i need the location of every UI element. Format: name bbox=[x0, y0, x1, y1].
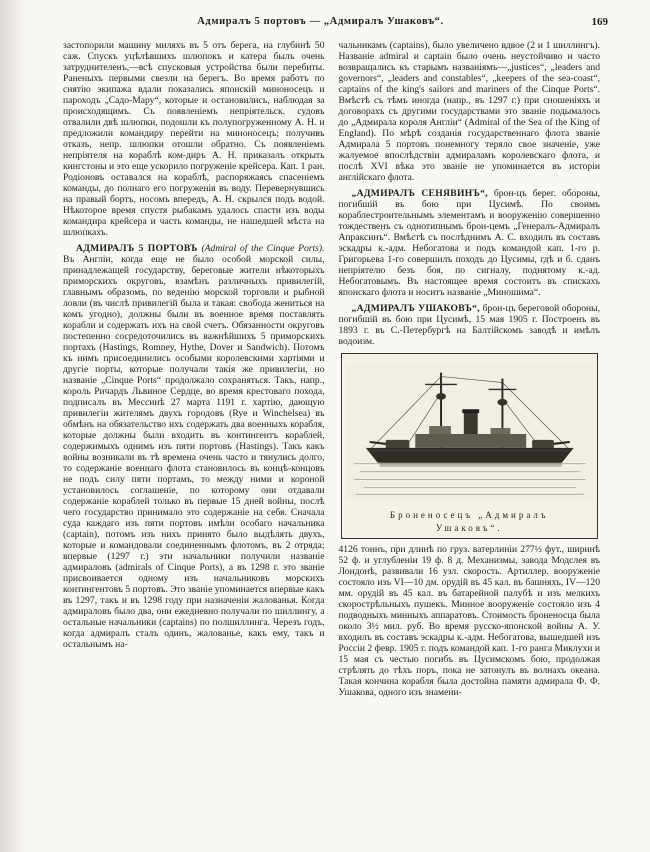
figure-caption-line2: Ушаковъ“. bbox=[435, 522, 503, 533]
paragraph-continuation-nakhimov: застопорили машину миляхъ въ 5 отъ берега, на глубинѣ 50 саж. Спускъ уцѣлѣвшихъ шлюпокъ и катера былъ очень затруднителенъ,—всѣ спусковыя устройства были перебиты. Раненыхъ первыми свезли на берегъ. Во время работъ по снятію экипажа вдали показались японскій миноносецъ и пароходъ „Садо-Мару“, которые и остановились, наблюдая за происходящимъ. Съ появленіемъ непріятельск. судовъ отвалили двѣ шлюпки, подошли къ полупогруженному А. Н. и предложили командиру перейти на миноносецъ; получивъ отказъ, непр. шлюпки отошли обратно. Съ появленіемъ непріятеля на кораблѣ ком-диръ А. Н. приказалъ открыть кингстоны и это еще ускорило погруженіе крейсера. Кап. 1 ран. Родіоновъ оставался на кораблѣ, распоряжаясь спасеніемъ команды, до полнаго его погруженія въ воду. Перевернувшись на правый бортъ, носомъ впередъ, А. Н. скрылся подъ водой. Нѣкоторое время спустя рыбакамъ удалось спасти изъ воды командира крейсера и часть команды, не нашедшей мѣста на шлюпкахъ. bbox=[63, 40, 325, 238]
running-header: Адмиралъ 5 портовъ — „Адмиралъ Ушаковъ“. bbox=[197, 16, 444, 27]
article-heading-latin: (Admiral of the Cinque Ports). bbox=[201, 243, 325, 254]
battleship-illustration bbox=[346, 358, 594, 506]
text-columns bbox=[63, 40, 600, 698]
right-column bbox=[339, 40, 601, 698]
article-text: брон-цъ берег. обороны, погибшій въ бою при Цусимѣ. По своимъ кораблестроительнымъ элементамъ и вооруженію совершенно тождественъ съ однотипнымъ брон-цемъ „Генералъ-Адмиралъ Апраксинъ“. Вмѣстѣ съ послѣднимъ А. С. входилъ въ составъ эскадры к.-адм. Небогатова и подъ командой кап. 1-го р. Григорьева 1-го совершилъ походъ до Цусимы, гдѣ и б. сданъ непріятелю безъ боя, по сигналу, поднятому к.-ад. Небогатовымъ. Въ настоящее время состоитъ въ спискахъ японскаго флота и носитъ названіе „Миношима“. bbox=[338, 188, 600, 298]
article-text: Въ Англіи, когда еще не было особой морской силы, принадлежащей государству, береговые жители нѣкоторыхъ приморскихъ округовъ, взамѣнъ различныхъ привилегій, главнымъ образомъ, по веденію морской торговли и рыбной ловли (въ числѣ привилегій была и такая: свобода жениться на комъ угодно), должны были въ военное время поставлять корабли и содержать ихъ на свой счетъ. Обязанности округовъ постепенно сосредоточились въ важнѣйшихъ 5 приморскихъ портахъ (Hastings, Romney, Hythe, Dover и Sandwich). Потомъ къ нимъ присоединились особыми королевскими хартіями и другіе порты, которые получали такія же привилегіи, но названіе „Cinque Ports“ продолжало сохраняться. Такъ, напр., король Ричардъ Львиное Сердце, во время крестоваго похода, подписалъ въ Мессинѣ 27 марта 1191 г. хартію, дающую привилегіи жителямъ двухъ городовъ (Rye и Winchelsea) въ обмѣнъ на обязательство ихъ содержать два военныхъ корабля, которые должны были входить въ контингентъ кораблей, содержимыхъ однимъ изъ пяти портовъ (Hastings). Такъ какъ войны возникали въ тѣ времена очень часто и тянулись долго, то содержаніе военнаго флота становилось въ концѣ-концовъ не подъ силу пяти портамъ, то между ними и короной установилось соглашеніе, по которому они отдавали содержаніе кораблей только въ первые 15 дней войны, послѣ чего государство принимало это содержаніе на себя. Сначала суда каждаго изъ пяти портовъ имѣли особаго начальника (captain), потомъ изъ нихъ принято было выдѣлять двухъ, которые и командовали соединеннымъ флотомъ, въ 2 отряда; впервые (1297 г.) эти начальники получили названіе адмираловъ (admirals of Cinque Ports), а въ 1298 г. это званіе присвоивается одному изъ начальниковъ морскихъ контингентовъ 5 портовъ. Это званіе упоминается впервые какъ въ 1297, такъ и въ 1298 году при назначеніи жалованья. Когда адмираловъ было два, они ежедневно получали по шиллингу, а остальные начальники (captains) по полшиллинга. Черезъ годъ, когда адмиралъ сталъ одинъ, жалованье, какъ ему, такъ и остальнымъ на- bbox=[63, 254, 325, 650]
battleship-figure bbox=[341, 353, 599, 539]
figure-caption bbox=[346, 509, 594, 534]
page-number: 169 bbox=[591, 16, 608, 28]
article-admiral-ushakov bbox=[339, 303, 601, 347]
article-heading: АДМИРАЛЪ 5 ПОРТОВЪ bbox=[76, 243, 198, 254]
article-admiral-senyavin bbox=[339, 188, 601, 298]
article-text: брон-цъ береговой обороны, погибшій въ бою при Цусимѣ, 15 мая 1905 г. Построенъ въ 1893 г. въ С.-Петербургѣ на Балтійскомъ заводѣ и имѣлъ водоизм. bbox=[338, 303, 600, 347]
article-heading: „АДМИРАЛЪ СЕНЯВИНЪ“, bbox=[351, 188, 488, 199]
left-column bbox=[63, 40, 325, 698]
article-heading: „АДМИРАЛЪ УШАКОВЪ“, bbox=[351, 303, 480, 314]
figure-caption-line1: Броненосецъ „Адмиралъ bbox=[389, 510, 549, 520]
paragraph-after-figure: 4126 тоннъ, при длинѣ по груз. ватерлиніи 277½ фут., ширинѣ 52 ф. и углубленіи 19 ф. 8 д. Механизмы, завода Модслея въ Лондонѣ, развивали 16 узл. скорость. Артиллер. вооруженіе состояло изъ VI—10 дм. орудій въ 45 кал. въ башняхъ, IV—120 мм. орудій въ 45 кал. въ батарейной палубѣ и изъ мелкихъ скорострѣльныхъ пушекъ. Минное вооруженіе состояло изъ 4 подводныхъ минныхъ аппаратовъ. Стоимость броненосца была около 3½ мил. руб. Во время русско-японской войны А. У. входилъ въ составъ эскадры к.-адм. Небогатова, вышедшей изъ Россіи 2 февр. 1905 г. подъ командой кап. 1-го ранга Миклухи и 15 мая съ честью погибъ въ Цусимскомъ бою, продолжая стрѣлять до тѣхъ поръ, пока не затонулъ въ волнахъ океана. Такая кончина корабля была достойна памяти адмирала Ф. Ф. Ушакова, одного изъ знамени- bbox=[338, 544, 600, 698]
page-header bbox=[63, 16, 608, 32]
paragraph-continuation-cinque-ports: чальникамъ (captains), было увеличено вдвое (2 и 1 шиллингъ). Названіе admiral и captain было очень неустойчиво и часто возвращались къ старымъ названіямъ—„justices“, „leaders and governors“, „leaders and constables“, „keepers of the sea-coast“, captains of the king's sailors and mariners of the Cinque Ports“. Вмѣстѣ съ тѣмъ иногда (напр., въ 1297 г.) при сношеніяхъ и договорахъ съ другими государствами это званіе подымалось до „Адмирала короля Англіи“ (Admiral of the Sea of the King of England). По мѣрѣ созданія государственнаго флота званіе Адмирала 5 портовъ понемногу теряло свое значеніе, уже жалуемое впослѣдствіи адмираламъ королевскаго флота, и послѣ XVI вѣка это званіе не упоминается въ исторіи англійскаго флота. bbox=[338, 40, 600, 183]
article-admiral-5-portov bbox=[63, 243, 325, 650]
